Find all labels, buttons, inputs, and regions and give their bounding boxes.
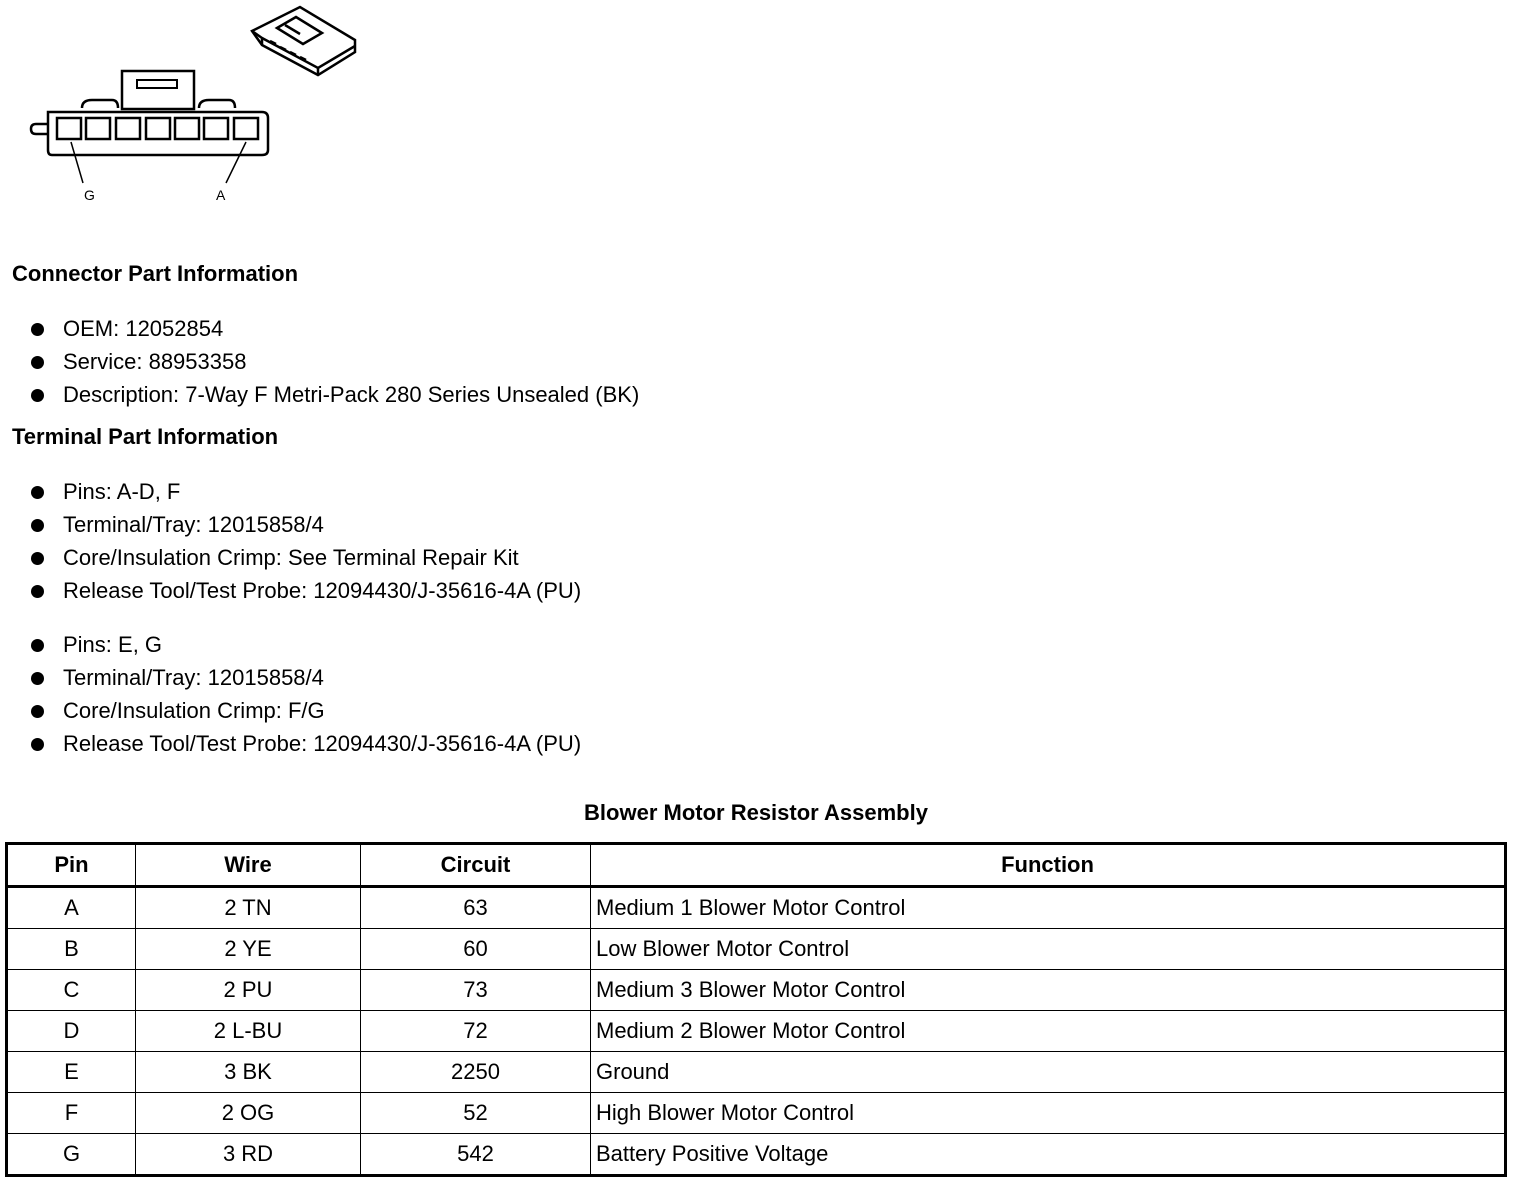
list-item: Release Tool/Test Probe: 12094430/J-35616-4A (PU) xyxy=(30,731,581,757)
header-wire: Wire xyxy=(136,844,361,887)
cell-pin: B xyxy=(7,929,136,970)
table-row xyxy=(7,1093,1506,1134)
cell-wire: 2 OG xyxy=(136,1093,361,1134)
cell-circuit: 2250 xyxy=(361,1052,591,1093)
table-row xyxy=(7,970,1506,1011)
bullet-icon xyxy=(31,323,44,336)
cell-pin: G xyxy=(7,1134,136,1176)
bullet-icon xyxy=(31,672,44,685)
connector-diagram xyxy=(0,0,380,210)
table-row xyxy=(7,1134,1506,1176)
connector-3d-view xyxy=(252,7,355,75)
cell-wire: 2 L-BU xyxy=(136,1011,361,1052)
header-pin: Pin xyxy=(7,844,136,887)
list-item: Core/Insulation Crimp: See Terminal Repair Kit xyxy=(30,545,519,571)
connector-front-view xyxy=(31,71,268,183)
header-circuit: Circuit xyxy=(361,844,591,887)
list-item: Service: 88953358 xyxy=(30,349,246,375)
bullet-icon xyxy=(31,738,44,751)
table-row xyxy=(7,1011,1506,1052)
cell-wire: 3 RD xyxy=(136,1134,361,1176)
list-item: Terminal/Tray: 12015858/4 xyxy=(30,665,324,691)
cell-function: Ground xyxy=(591,1052,1506,1093)
pinout-table xyxy=(5,842,1507,1177)
list-item: Release Tool/Test Probe: 12094430/J-35616-4A (PU) xyxy=(30,578,581,604)
cell-circuit: 542 xyxy=(361,1134,591,1176)
table-row xyxy=(7,887,1506,929)
list-item: Description: 7-Way F Metri-Pack 280 Series Unsealed (BK) xyxy=(30,382,639,408)
list-item: OEM: 12052854 xyxy=(30,316,223,342)
bullet-icon xyxy=(31,705,44,718)
cell-function: Medium 2 Blower Motor Control xyxy=(591,1011,1506,1052)
table-header-row xyxy=(7,844,1506,887)
list-item: Pins: E, G xyxy=(30,632,162,658)
cell-pin: F xyxy=(7,1093,136,1134)
cell-wire: 3 BK xyxy=(136,1052,361,1093)
list-item: Pins: A-D, F xyxy=(30,479,180,505)
bullet-icon xyxy=(31,389,44,402)
cell-function: Low Blower Motor Control xyxy=(591,929,1506,970)
cell-wire: 2 YE xyxy=(136,929,361,970)
bullet-icon xyxy=(31,356,44,369)
pin-label-a: A xyxy=(216,187,226,203)
cell-circuit: 52 xyxy=(361,1093,591,1134)
cell-pin: D xyxy=(7,1011,136,1052)
bullet-icon xyxy=(31,486,44,499)
terminal-info-heading: Terminal Part Information xyxy=(12,424,279,449)
table-row xyxy=(7,929,1506,970)
list-item: Core/Insulation Crimp: F/G xyxy=(30,698,325,724)
cell-pin: C xyxy=(7,970,136,1011)
table-row xyxy=(7,1052,1506,1093)
cell-pin: A xyxy=(7,887,136,929)
pin-label-g: G xyxy=(84,187,95,203)
table-title: Blower Motor Resistor Assembly xyxy=(584,800,928,825)
cell-function: Medium 3 Blower Motor Control xyxy=(591,970,1506,1011)
bullet-icon xyxy=(31,552,44,565)
bullet-icon xyxy=(31,639,44,652)
cell-function: Battery Positive Voltage xyxy=(591,1134,1506,1176)
connector-info-heading: Connector Part Information xyxy=(12,261,299,286)
cell-circuit: 72 xyxy=(361,1011,591,1052)
cell-function: High Blower Motor Control xyxy=(591,1093,1506,1134)
header-function: Function xyxy=(591,844,1506,887)
list-item: Terminal/Tray: 12015858/4 xyxy=(30,512,324,538)
cell-circuit: 60 xyxy=(361,929,591,970)
bullet-icon xyxy=(31,519,44,532)
cell-circuit: 63 xyxy=(361,887,591,929)
cell-wire: 2 PU xyxy=(136,970,361,1011)
cell-function: Medium 1 Blower Motor Control xyxy=(591,887,1506,929)
cell-pin: E xyxy=(7,1052,136,1093)
cell-wire: 2 TN xyxy=(136,887,361,929)
cell-circuit: 73 xyxy=(361,970,591,1011)
bullet-icon xyxy=(31,585,44,598)
